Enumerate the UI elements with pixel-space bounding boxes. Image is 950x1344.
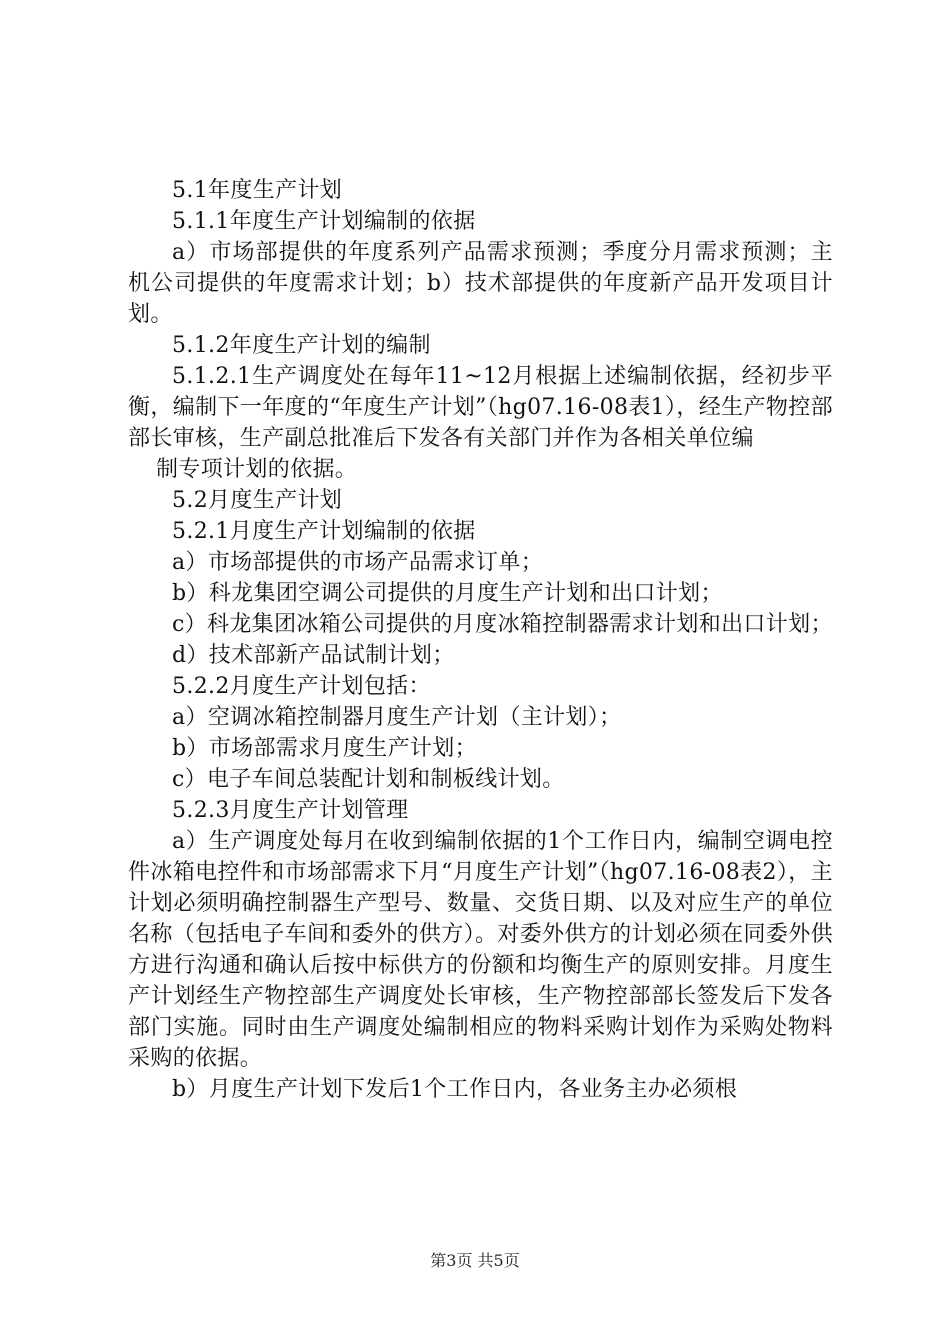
paragraph: a）生产调度处每月在收到编制依据的1个工作日内，编制空调电控件冰箱电控件和市场部需求下月“月度生产计划”（hg07.16-08表2），主计划必须明确控制器生产型号、数量、交货日期、以及对应生产的单位名称（包括电子车间和委外的供方）。对委外供方的计划必须在同委外供方进行沟通和确认后按中标供方的份额和均衡生产的原则安排。月度生产计划经生产物控部生产调度处长审核，生产物控部部长签发后下发各部门实施。同时由生产调度处编制相应的物料采购计划作为采购处物料采购的依据。 bbox=[128, 829, 833, 1071]
heading-5-1: 5.1年度生产计划 bbox=[172, 178, 343, 203]
heading-5-2-2: 5.2.2月度生产计划包括： bbox=[172, 674, 431, 699]
paragraph: 制专项计划的依据。 bbox=[156, 457, 358, 482]
heading-5-2: 5.2月度生产计划 bbox=[172, 488, 343, 513]
list-item: b）科龙集团空调公司提供的月度生产计划和出口计划； bbox=[172, 581, 723, 606]
heading-5-2-1: 5.2.1月度生产计划编制的依据 bbox=[172, 519, 476, 544]
heading-5-1-1: 5.1.1年度生产计划编制的依据 bbox=[172, 209, 476, 234]
page-footer: 第3页 共5页 bbox=[430, 1251, 520, 1270]
document-body bbox=[128, 175, 833, 1105]
list-item: d）技术部新产品试制计划； bbox=[172, 643, 455, 668]
list-item: c）电子车间总装配计划和制板线计划。 bbox=[172, 767, 565, 792]
list-item: b）市场部需求月度生产计划； bbox=[172, 736, 477, 761]
list-item: a）市场部提供的市场产品需求订单； bbox=[172, 550, 544, 575]
list-item: a）空调冰箱控制器月度生产计划（主计划）； bbox=[172, 705, 622, 730]
heading-5-1-2: 5.1.2年度生产计划的编制 bbox=[172, 333, 431, 358]
list-item: c）科龙集团冰箱公司提供的月度冰箱控制器需求计划和出口计划； bbox=[172, 612, 833, 637]
heading-5-2-3: 5.2.3月度生产计划管理 bbox=[172, 798, 409, 823]
paragraph: b）月度生产计划下发后1个工作日内，各业务主办必须根 bbox=[172, 1077, 738, 1102]
paragraph: 5.1.2.1生产调度处在每年11~12月根据上述编制依据，经初步平衡，编制下一年度的“年度生产计划”（hg07.16-08表1），经生产物控部部长审核，生产副总批准后下发各有关部门并作为各相关单位编 bbox=[128, 364, 833, 451]
paragraph: a）市场部提供的年度系列产品需求预测；季度分月需求预测；主机公司提供的年度需求计划；b）技术部提供的年度新产品开发项目计划。 bbox=[128, 240, 833, 327]
